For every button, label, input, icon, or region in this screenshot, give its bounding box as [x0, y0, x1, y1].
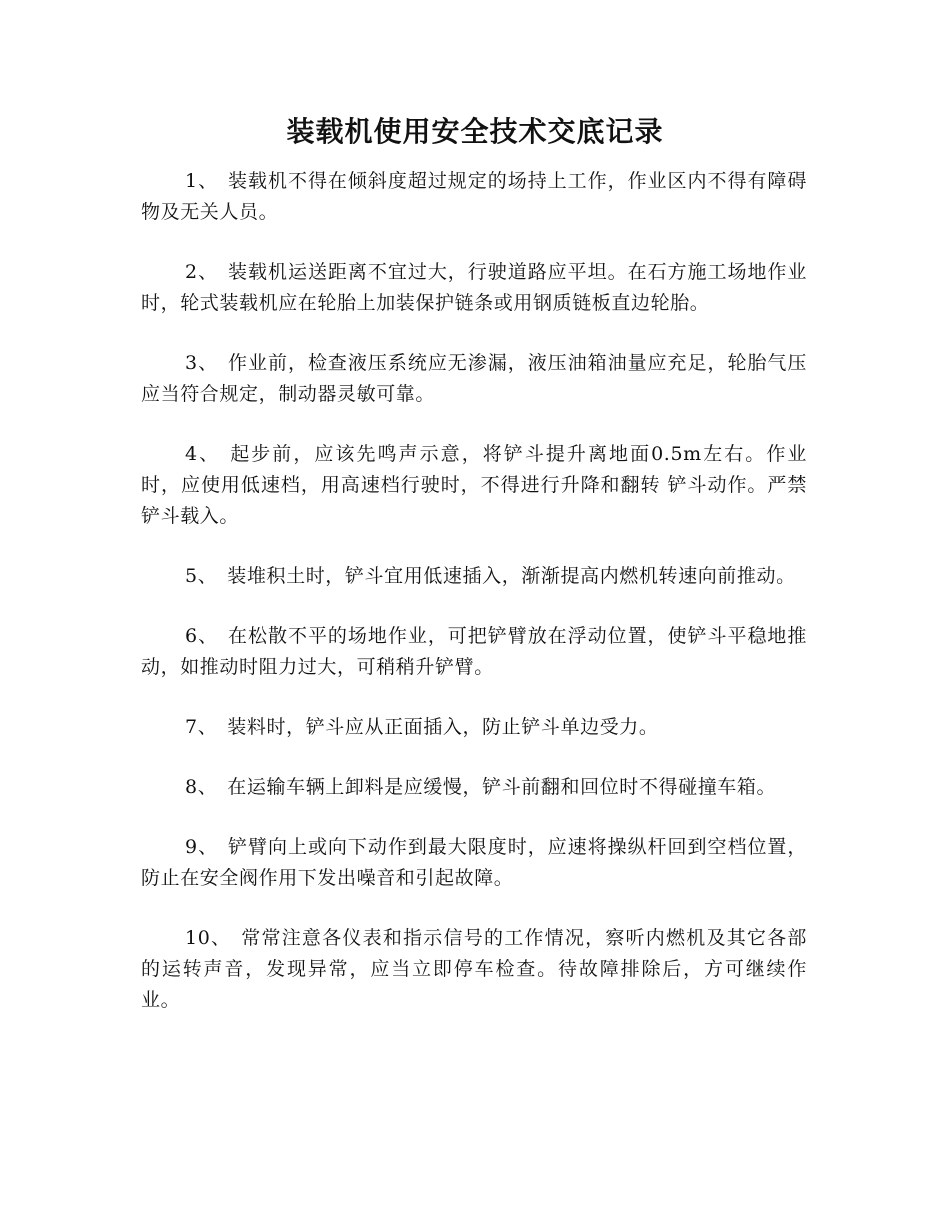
list-item: [141, 561, 807, 592]
item-text: 装料时，铲斗应从正面插入，防止铲斗单边受力。: [227, 716, 659, 738]
list-item: [141, 621, 807, 683]
item-number: 1、: [185, 170, 219, 192]
list-item: [141, 772, 807, 803]
item-number: 2、: [185, 261, 219, 283]
item-text: 常常注意各仪表和指示信号的工作情况，察听内燃机及其它各部的运转声音，发现异常，应当立即停车检查。待故障排除后，方可继续作业。: [141, 927, 807, 1011]
document-body: [141, 166, 807, 1045]
item-number: 6、: [185, 625, 219, 647]
item-number: 7、: [185, 716, 218, 738]
item-number: 10、: [185, 927, 232, 949]
item-text: 装载机运送距离不宜过大，行驶道路应平坦。在石方施工场地作业时，轮式装载机应在轮胎上加装保护链条或用钢质链板直边轮胎。: [141, 261, 807, 314]
item-number: 8、: [185, 776, 218, 798]
list-item: [141, 439, 807, 532]
item-text: 装堆积土时，铲斗宜用低速插入，渐渐提高内燃机转速向前推动。: [227, 565, 796, 587]
item-number: 9、: [185, 836, 219, 858]
item-text: 在松散不平的场地作业，可把铲臂放在浮动位置，使铲斗平稳地推动，如推动时阻力过大，可稍稍升铲臂。: [141, 625, 807, 678]
list-item: [141, 712, 807, 743]
item-text: 起步前，应该先鸣声示意，将铲斗提升离地面0.5m左右。作业时，应使用低速档，用高速档行驶时，不得进行升降和翻转 铲斗动作。严禁铲斗载入。: [141, 443, 807, 527]
item-text: 作业前，检查液压系统应无渗漏，液压油箱油量应充足，轮胎气压应当符合规定，制动器灵敏可靠。: [141, 352, 807, 405]
item-number: 5、: [185, 565, 218, 587]
list-item: [141, 166, 807, 228]
list-item: [141, 257, 807, 319]
item-text: 装载机不得在倾斜度超过规定的场持上工作，作业区内不得有障碍物及无关人员。: [141, 170, 807, 223]
list-item: [141, 348, 807, 410]
item-text: 铲臂向上或向下动作到最大限度时，应速将操纵杆回到空档位置，防止在安全阀作用下发出噪音和引起故障。: [141, 836, 807, 889]
item-text: 在运输车辆上卸料是应缓慢，铲斗前翻和回位时不得碰撞车箱。: [227, 776, 777, 798]
document-title: 装载机使用安全技术交底记录: [286, 115, 664, 148]
item-number: 4、: [185, 443, 221, 465]
item-number: 3、: [185, 352, 219, 374]
list-item: [141, 923, 807, 1016]
list-item: [141, 832, 807, 894]
